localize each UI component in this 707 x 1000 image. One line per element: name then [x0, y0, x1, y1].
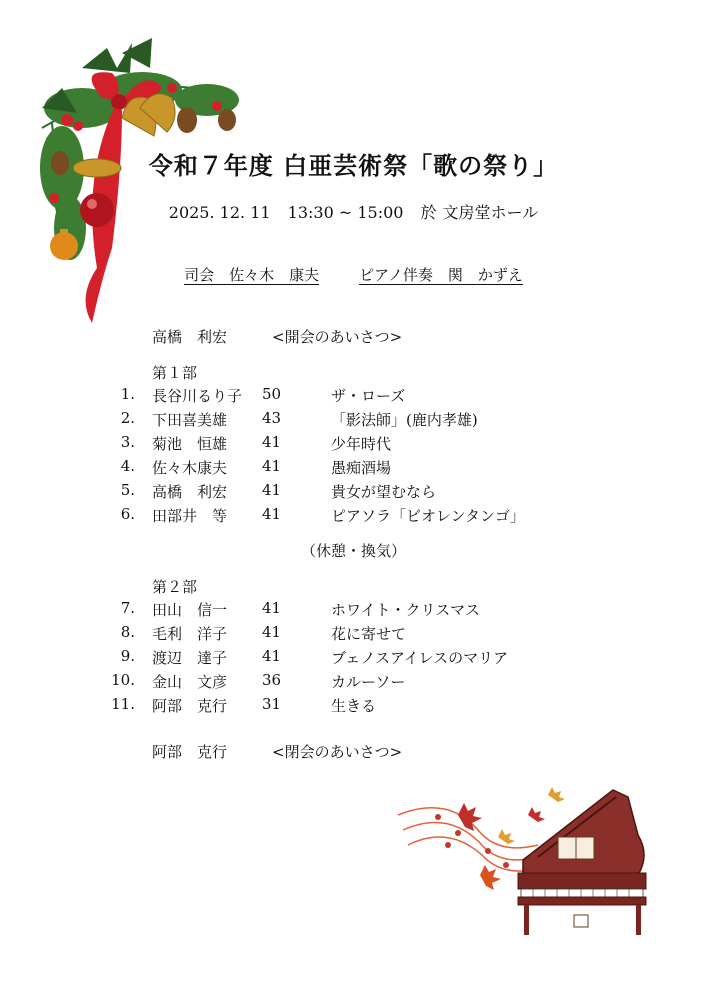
- performer-age: 41: [262, 505, 282, 523]
- item-number: 4.: [120, 457, 135, 475]
- mc-credit: 司会 佐々木 康夫: [184, 266, 320, 284]
- song-title: 「影法師」(鹿内孝雄): [331, 411, 478, 429]
- song-title: 花に寄せて: [331, 625, 407, 643]
- performer-name: 渡辺 達子: [152, 649, 228, 667]
- grand-piano-icon: [388, 775, 658, 940]
- list-item: [0, 599, 707, 621]
- performer-age: 41: [262, 599, 282, 617]
- list-item: [0, 481, 707, 503]
- item-number: 1.: [120, 385, 135, 403]
- performer-age: 31: [262, 695, 282, 713]
- opening-role: <開会のあいさつ>: [272, 328, 403, 346]
- accompanist-credit: ピアノ伴奏 関 かずえ: [359, 266, 523, 284]
- item-number: 3.: [120, 433, 135, 451]
- event-time: 13:30 ~ 15:00: [287, 203, 404, 222]
- list-item: [0, 457, 707, 479]
- performer-age: 50: [262, 385, 282, 403]
- performer-name: 毛利 洋子: [152, 625, 228, 643]
- list-item: [0, 409, 707, 431]
- song-title: 少年時代: [331, 435, 392, 453]
- part2-heading: 第２部: [152, 578, 198, 596]
- list-item: [0, 623, 707, 645]
- item-number: 11.: [111, 695, 135, 713]
- closing-role: <閉会のあいさつ>: [272, 743, 403, 761]
- list-item: [0, 695, 707, 717]
- item-number: 5.: [120, 481, 135, 499]
- performer-age: 41: [262, 433, 282, 451]
- performer-age: 41: [262, 623, 282, 641]
- intermission-note: （休憩・換気）: [300, 542, 406, 560]
- performer-name: 金山 文彦: [152, 673, 228, 691]
- performer-name: 長谷川るり子: [152, 387, 243, 405]
- item-number: 10.: [111, 671, 135, 689]
- part1-heading: 第１部: [152, 364, 198, 382]
- closing-speaker: 阿部 克行: [152, 743, 228, 761]
- item-number: 9.: [120, 647, 135, 665]
- performer-name: 田山 信一: [152, 601, 228, 619]
- song-title: カルーソー: [331, 673, 406, 691]
- item-number: 2.: [120, 409, 135, 427]
- song-title: ザ・ローズ: [331, 387, 406, 405]
- performer-name: 菊池 恒雄: [152, 435, 228, 453]
- performer-age: 43: [262, 409, 282, 427]
- performer-name: 高橋 利宏: [152, 483, 228, 501]
- performer-name: 佐々木康夫: [152, 459, 228, 477]
- performer-age: 41: [262, 481, 282, 499]
- song-title: 貴女が望むなら: [331, 483, 437, 501]
- staff-credits: [0, 264, 707, 285]
- song-title: 生きる: [331, 697, 377, 715]
- song-title: ホワイト・クリスマス: [331, 601, 480, 619]
- event-date: 2025. 12. 11: [168, 203, 271, 222]
- event-dateline: [0, 200, 707, 223]
- performer-age: 41: [262, 457, 282, 475]
- page-title: 令和７年度 白亜芸術祭「歌の祭り」: [148, 152, 559, 180]
- song-title: 愚痴酒場: [331, 459, 392, 477]
- performer-age: 36: [262, 671, 282, 689]
- item-number: 6.: [120, 505, 135, 523]
- list-item: [0, 385, 707, 407]
- item-number: 7.: [120, 599, 135, 617]
- list-item: [0, 433, 707, 455]
- list-item: [0, 671, 707, 693]
- item-number: 8.: [120, 623, 135, 641]
- opening-speaker: 高橋 利宏: [152, 328, 228, 346]
- venue-prefix: 於: [420, 203, 437, 222]
- song-title: ブェノスアイレスのマリア: [331, 649, 509, 667]
- event-venue: 文房堂ホール: [442, 203, 539, 222]
- list-item: [0, 647, 707, 669]
- performer-name: 田部井 等: [152, 507, 228, 525]
- performer-name: 阿部 克行: [152, 697, 228, 715]
- performer-name: 下田喜美雄: [152, 411, 228, 429]
- list-item: [0, 505, 707, 527]
- song-title: ピアソラ「ビオレンタンゴ」: [331, 507, 526, 525]
- performer-age: 41: [262, 647, 282, 665]
